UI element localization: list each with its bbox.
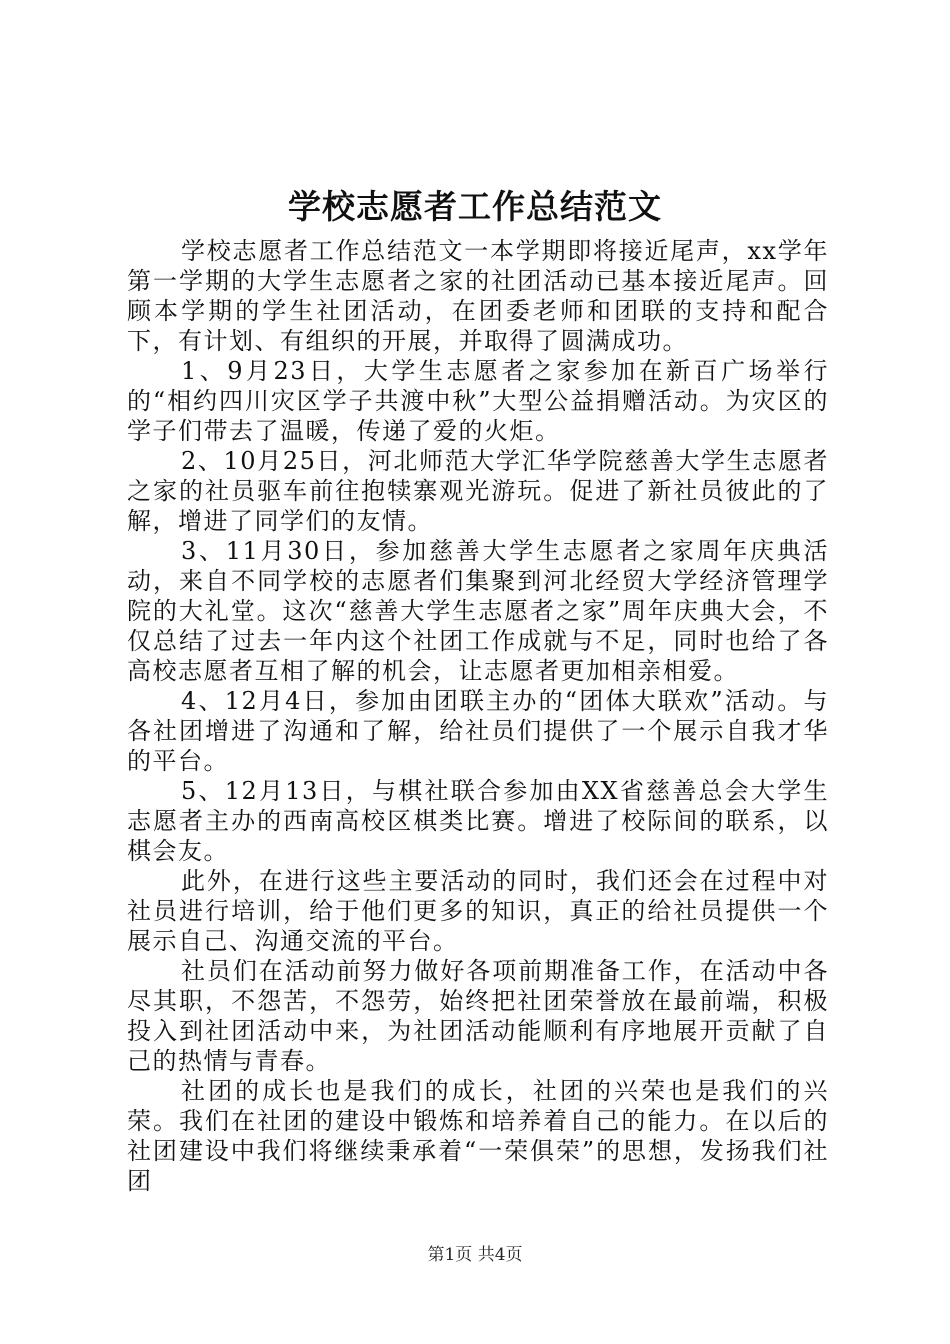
paragraph-item-3: 3、11月30日，参加慈善大学生志愿者之家周年庆典活动，来自不同学校的志愿者们集聚到河北经贸大学经济管理学院的大礼堂。这次“慈善大学生志愿者之家”周年庆典大会，不仅总结了过去一年内这个社团工作成就与不足，同时也给了各高校志愿者互相了解的机会，让志愿者更加相亲相爱。: [127, 537, 829, 685]
document-title: 学校志愿者工作总结范文: [288, 187, 662, 226]
paragraph-item-1: 1、9月23日，大学生志愿者之家参加在新百广场举行的“相约四川灾区学子共渡中秋”大型公益捐赠活动。为灾区的学子们带去了温暖，传递了爱的火炬。: [127, 357, 829, 445]
paragraph-item-5: 5、12月13日，与棋社联合参加由XX省慈善总会大学生志愿者主办的西南高校区棋类比赛。增进了校际间的联系，以棋会友。: [127, 777, 829, 865]
paragraph-item-2: 2、10月25日，河北师范大学汇华学院慈善大学生志愿者之家的社员驱车前往抱犊寨观光游玩。促进了新社员彼此的了解，增进了同学们的友情。: [127, 447, 829, 535]
paragraph-item-4: 4、12月4日，参加由团联主办的“团体大联欢”活动。与各社团增进了沟通和了解，给社员们提供了一个展示自我才华的平台。: [127, 687, 829, 775]
paragraph-growth: 社团的成长也是我们的成长，社团的兴荣也是我们的兴荣。我们在社团的建设中锻炼和培养着自己的能力。在以后的社团建设中我们将继续秉承着“一荣俱荣”的思想，发扬我们社团: [127, 1077, 829, 1195]
paragraph-intro: 学校志愿者工作总结范文一本学期即将接近尾声，xx学年第一学期的大学生志愿者之家的社团活动已基本接近尾声。回顾本学期的学生社团活动，在团委老师和团联的支持和配合下，有计划、有组织的开展，并取得了圆满成功。: [127, 237, 829, 355]
paragraph-training: 此外，在进行这些主要活动的同时，我们还会在过程中对社员进行培训，给于他们更多的知识，真正的给社员提供一个展示自己、沟通交流的平台。: [127, 867, 829, 955]
document-body: [127, 236, 829, 1196]
paragraph-members: 社员们在活动前努力做好各项前期准备工作，在活动中各尽其职，不怨苦，不怨劳，始终把社团荣誉放在最前端，积极投入到社团活动中来，为社团活动能顺利有序地展开贡献了自己的热情与青春。: [127, 957, 829, 1075]
page-number-footer: 第1页 共4页: [427, 1245, 523, 1265]
